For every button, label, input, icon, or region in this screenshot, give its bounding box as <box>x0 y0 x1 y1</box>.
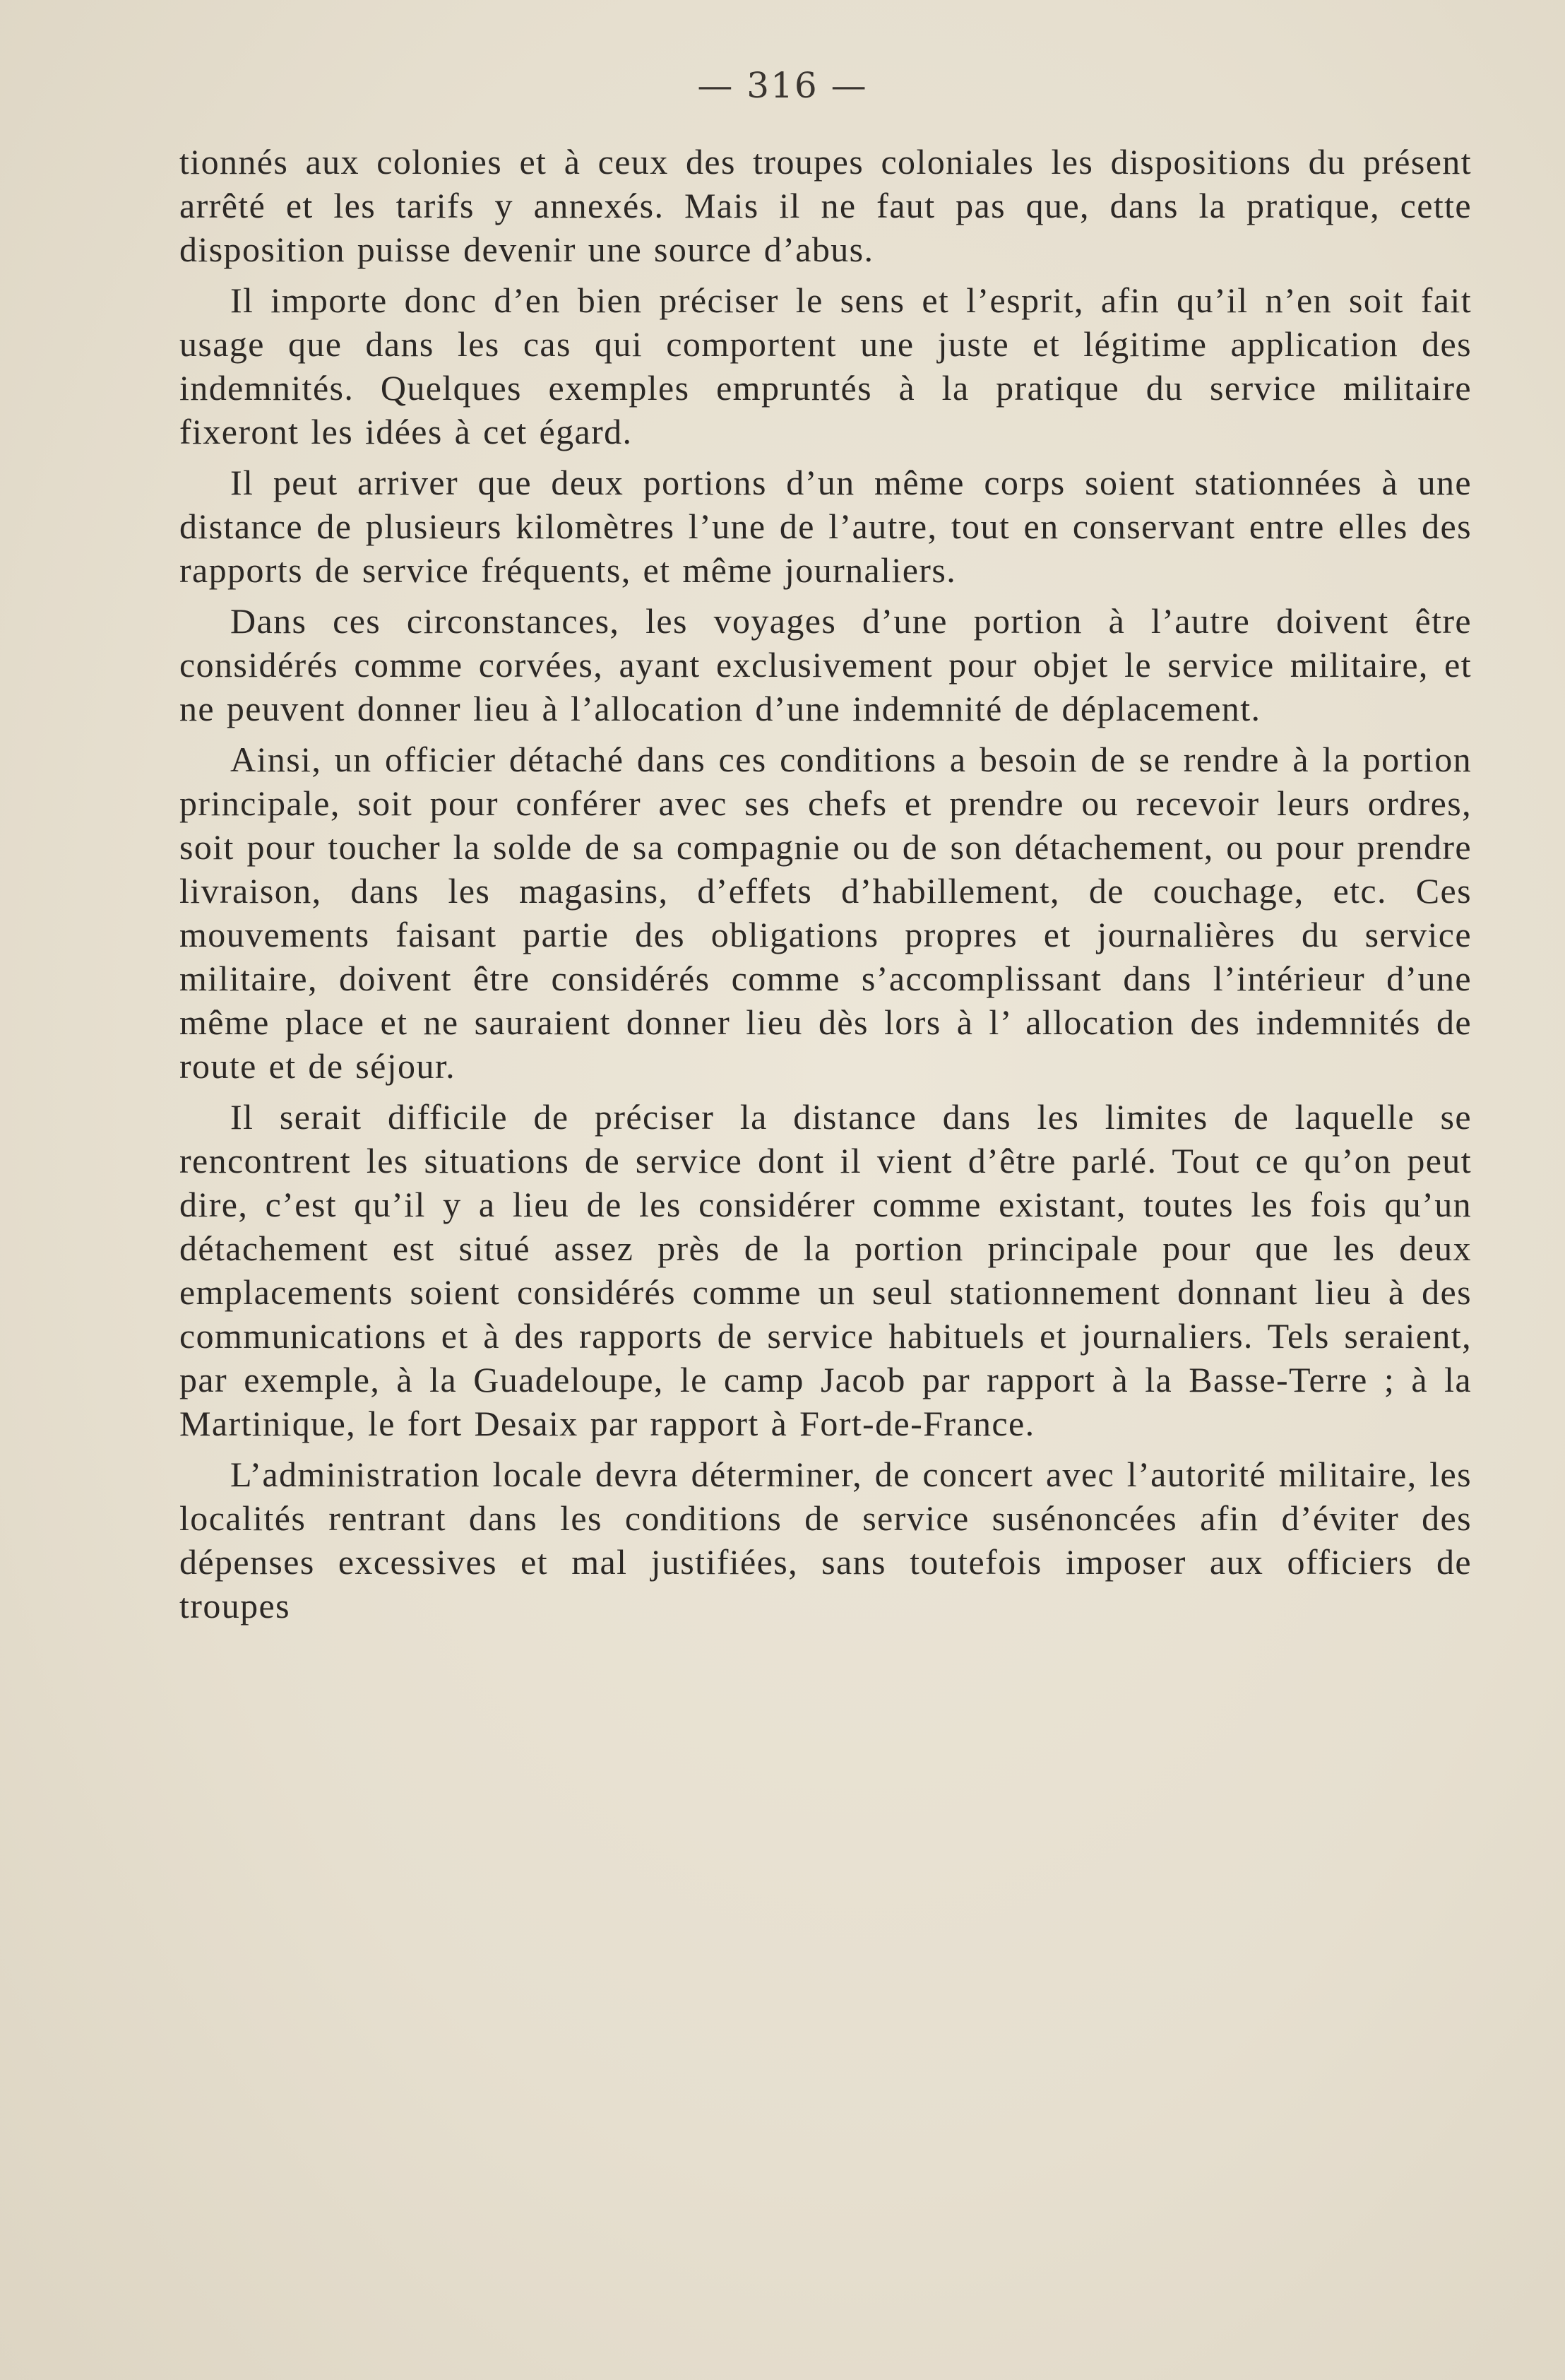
page-number: — 316 — <box>697 65 868 106</box>
paragraph: Ainsi, un officier détaché dans ces conditions a besoin de se rendre à la portion principale, soit pour conférer avec ses chefs et prendre ou recevoir leurs ordres, soit pour toucher la solde de sa compagnie ou de son détachement, ou pour prendre livraison, dans les magasins, d’effets d’habillement, de couchage, etc. Ces mouvements faisant partie des obligations propres et journalières du service militaire, doivent être considérés comme s’accomplissant dans l’intérieur d’une même place et ne sauraient donner lieu dès lors à l’ allocation des indemnités de route et de séjour. <box>179 740 1472 1086</box>
paragraph: L’administration locale devra déterminer, de concert avec l’autorité militaire, les localités rentrant dans les conditions de service susénoncées afin d’éviter des dépenses excessives et mal justifiées, sans toutefois imposer aux officiers de troupes <box>179 1455 1472 1626</box>
paragraph: Dans ces circonstances, les voyages d’une portion à l’autre doivent être considérés comme corvées, ayant exclusivement pour objet le service militaire, et ne peuvent donner lieu à l’allocation d’une indemnité de déplacement. <box>179 601 1472 728</box>
paragraph: Il peut arriver que deux portions d’un même corps soient stationnées à une distance de plusieurs kilomètres l’une de l’autre, tout en conservant entre elles des rapports de service fréquents, et même journaliers. <box>179 463 1472 590</box>
body-text <box>179 140 1472 1635</box>
paragraph: Il importe donc d’en bien préciser le sens et l’esprit, afin qu’il n’en soit fait usage que dans les cas qui comportent une juste et légitime application des indemnités. Quelques exemples empruntés à la pratique du service militaire fixeront les idées à cet égard. <box>179 280 1472 451</box>
paragraph-continuation: tionnés aux colonies et à ceux des troupes coloniales les dispositions du présent arrêté et les tarifs y annexés. Mais il ne faut pas que, dans la pratique, cette disposition puisse devenir une source d’abus. <box>179 142 1472 269</box>
paragraph: Il serait difficile de préciser la distance dans les limites de laquelle se rencontrent les situations de service dont il vient d’être parlé. Tout ce qu’on peut dire, c’est qu’il y a lieu de les considérer comme existant, toutes les fois qu’un détachement est situé assez près de la portion principale pour que les deux emplacements soient considérés comme un seul stationnement donnant lieu à des communications et à des rapports de service habituels et journaliers. Tels seraient, par exemple, à la Guadeloupe, le camp Jacob par rapport à la Basse-Terre ; à la Martinique, le fort Desaix par rapport à Fort-de-France. <box>179 1097 1472 1443</box>
